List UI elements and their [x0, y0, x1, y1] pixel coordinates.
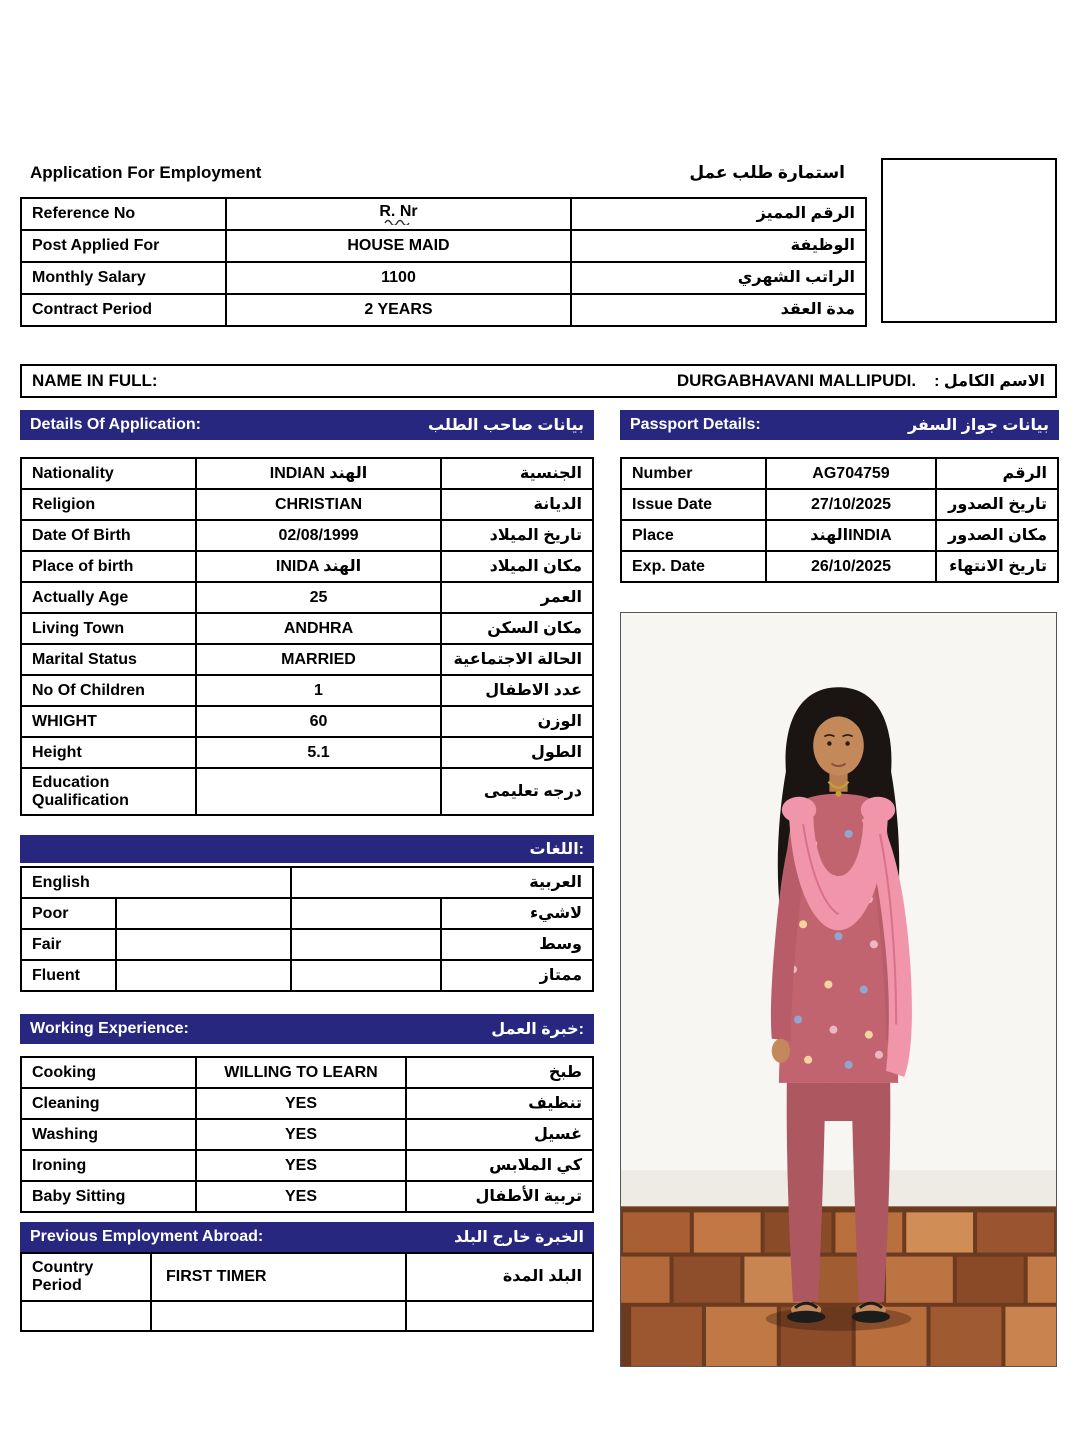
- row-label-arabic: كي الملابس: [407, 1151, 594, 1182]
- row-value: INDIAN الهند: [197, 459, 442, 490]
- table-row-religion: [22, 490, 594, 521]
- row-label: English: [22, 868, 292, 899]
- row-label-arabic: مكان الصدور: [937, 521, 1059, 552]
- row-label: Contract Period: [22, 295, 227, 327]
- row-label-arabic: الطول: [442, 738, 594, 769]
- table-row-washing: [22, 1120, 594, 1151]
- checkbox-cell: [117, 961, 292, 992]
- row-label: Living Town: [22, 614, 197, 645]
- row-label: Washing: [22, 1120, 197, 1151]
- right-column: [620, 410, 1059, 1367]
- row-label-arabic: تاريخ الانتهاء: [937, 552, 1059, 583]
- working-experience-table: [20, 1056, 594, 1213]
- row-value: YES: [197, 1120, 407, 1151]
- row-value: YES: [197, 1151, 407, 1182]
- row-label-arabic: البلد المدة: [407, 1254, 594, 1302]
- working-header-arabic: خبرة العمل:: [491, 1021, 584, 1038]
- row-label: Religion: [22, 490, 197, 521]
- working-header-en: Working Experience:: [30, 1020, 189, 1037]
- left-column: [20, 410, 594, 1332]
- row-label-arabic: لاشيء: [442, 899, 594, 930]
- empty-cell: [292, 930, 442, 961]
- row-value: 1100: [227, 263, 572, 295]
- table-row-post-applied: [22, 231, 867, 263]
- table-row-fluent: [22, 961, 594, 992]
- row-label-arabic: تاريخ الميلاد: [442, 521, 594, 552]
- passport-details-header: [620, 410, 1059, 440]
- table-row-passport-number: [622, 459, 1059, 490]
- table-row-cleaning: [22, 1089, 594, 1120]
- row-label: Actually Age: [22, 583, 197, 614]
- table-row-country-period: [22, 1254, 594, 1302]
- table-row-marital-status: [22, 645, 594, 676]
- row-value: AG704759: [767, 459, 937, 490]
- table-row-monthly-salary: [22, 263, 867, 295]
- handwritten-squiggle: [384, 219, 414, 225]
- languages-header-arabic: اللغات:: [529, 841, 584, 858]
- previous-employment-header: [20, 1222, 594, 1252]
- table-row-reference-no: [22, 199, 867, 231]
- name-in-full-right: [677, 371, 1045, 391]
- row-label: Place of birth: [22, 552, 197, 583]
- row-label-arabic: الوزن: [442, 707, 594, 738]
- row-value: 27/10/2025: [767, 490, 937, 521]
- previous-header-en: Previous Employment Abroad:: [30, 1228, 264, 1245]
- previous-employment-table: [20, 1252, 594, 1332]
- table-row-date-of-birth: [22, 521, 594, 552]
- row-label-arabic: الوظيفة: [572, 231, 867, 263]
- photo-placeholder-box: [881, 158, 1057, 323]
- details-table: [20, 457, 594, 816]
- row-label-arabic: العربية: [292, 868, 594, 899]
- applicant-photo: [620, 612, 1057, 1367]
- row-label: Cleaning: [22, 1089, 197, 1120]
- row-value: INIDA الهند: [197, 552, 442, 583]
- row-label-arabic: عدد الاطفال: [442, 676, 594, 707]
- empty-cell: [292, 961, 442, 992]
- row-label-arabic: غسيل: [407, 1120, 594, 1151]
- row-label: Place: [622, 521, 767, 552]
- empty-cell: [152, 1302, 407, 1332]
- previous-header-arabic: الخبرة خارج البلد: [454, 1229, 584, 1246]
- table-row-nationality: [22, 459, 594, 490]
- row-label-arabic: ممتاز: [442, 961, 594, 992]
- row-label: Exp. Date: [622, 552, 767, 583]
- table-row-baby-sitting: [22, 1182, 594, 1213]
- languages-header: [20, 835, 594, 863]
- row-label-arabic: طبخ: [407, 1058, 594, 1089]
- table-row-no-of-children: [22, 676, 594, 707]
- row-label: Fair: [22, 930, 117, 961]
- empty-cell: [292, 899, 442, 930]
- row-label-arabic: مكان الميلاد: [442, 552, 594, 583]
- row-value: ANDHRA: [197, 614, 442, 645]
- name-in-full-row: [20, 364, 1057, 398]
- table-row-poor: [22, 899, 594, 930]
- row-label: Date Of Birth: [22, 521, 197, 552]
- table-row-height: [22, 738, 594, 769]
- row-value: YES: [197, 1089, 407, 1120]
- row-label: Baby Sitting: [22, 1182, 197, 1213]
- row-label: No Of Children: [22, 676, 197, 707]
- row-label: Education Qualification: [22, 769, 197, 816]
- details-header-arabic: بيانات صاحب الطلب: [427, 417, 584, 434]
- row-label-arabic: مكان السكن: [442, 614, 594, 645]
- row-value: 26/10/2025: [767, 552, 937, 583]
- table-row-education-qualification: [22, 769, 594, 816]
- row-label-arabic: تنظيف: [407, 1089, 594, 1120]
- applicant-full-name: DURGABHAVANI MALLIPUDI.: [676, 371, 917, 390]
- row-value: [227, 199, 572, 231]
- row-label: Monthly Salary: [22, 263, 227, 295]
- table-row-issue-date: [622, 490, 1059, 521]
- row-value: 02/08/1999: [197, 521, 442, 552]
- form-title-en: Application For Employment: [30, 163, 262, 182]
- row-label: Cooking: [22, 1058, 197, 1089]
- name-in-full-label: NAME IN FULL:: [32, 371, 158, 390]
- application-summary-table: [20, 197, 867, 327]
- country-label: Country: [32, 1259, 94, 1277]
- row-label-arabic: الجنسية: [442, 459, 594, 490]
- row-label: Reference No: [22, 199, 227, 231]
- checkbox-cell: [117, 930, 292, 961]
- details-header-en: Details Of Application:: [30, 416, 201, 433]
- row-label-arabic: الحالة الاجتماعية: [442, 645, 594, 676]
- row-value: CHRISTIAN: [197, 490, 442, 521]
- row-value: 2 YEARS: [227, 295, 572, 327]
- row-value: 60: [197, 707, 442, 738]
- table-row-passport-place: [622, 521, 1059, 552]
- row-label: Fluent: [22, 961, 117, 992]
- table-row-ironing: [22, 1151, 594, 1182]
- passport-header-arabic: بيانات جواز السفر: [907, 417, 1049, 434]
- row-label-arabic: الرقم: [937, 459, 1059, 490]
- row-label: Issue Date: [622, 490, 767, 521]
- row-label: Height: [22, 738, 197, 769]
- form-header: [30, 163, 845, 183]
- row-value: YES: [197, 1182, 407, 1213]
- table-row-place-of-birth: [22, 552, 594, 583]
- row-label: Number: [622, 459, 767, 490]
- name-in-full-label-arabic: : الاسم الكامل: [934, 373, 1045, 390]
- row-value: 1: [197, 676, 442, 707]
- row-label-arabic: الراتب الشهري: [572, 263, 867, 295]
- row-label-arabic: مدة العقد: [572, 295, 867, 327]
- passport-header-en: Passport Details:: [630, 416, 761, 433]
- empty-cell: [22, 1302, 152, 1332]
- row-label-arabic: الرقم المميز: [572, 199, 867, 231]
- row-value: HOUSE MAID: [227, 231, 572, 263]
- row-label: Post Applied For: [22, 231, 227, 263]
- row-label: Marital Status: [22, 645, 197, 676]
- table-row-empty: [22, 1302, 594, 1332]
- working-experience-header: [20, 1014, 594, 1044]
- row-label-arabic: وسط: [442, 930, 594, 961]
- table-row-actually-age: [22, 583, 594, 614]
- row-label-arabic: تاريخ الصدور: [937, 490, 1059, 521]
- checkbox-cell: [117, 899, 292, 930]
- row-value: [197, 769, 442, 816]
- row-label-arabic: الديانة: [442, 490, 594, 521]
- passport-table: [620, 457, 1059, 583]
- row-label: Poor: [22, 899, 117, 930]
- row-value: WILLING TO LEARN: [197, 1058, 407, 1089]
- applicant-photo-illustration: [621, 613, 1056, 1366]
- row-label: WHIGHT: [22, 707, 197, 738]
- row-value: الهندINDIA: [767, 521, 937, 552]
- empty-cell: [407, 1302, 594, 1332]
- row-label-arabic: تربية الأطفال: [407, 1182, 594, 1213]
- row-value: 5.1: [197, 738, 442, 769]
- row-label-arabic: العمر: [442, 583, 594, 614]
- row-value: FIRST TIMER: [152, 1254, 407, 1302]
- row-label: Nationality: [22, 459, 197, 490]
- table-row-living-town: [22, 614, 594, 645]
- table-row-english: [22, 868, 594, 899]
- table-row-weight: [22, 707, 594, 738]
- reference-no-value: R. Nr: [379, 202, 418, 220]
- row-label: [22, 1254, 152, 1302]
- period-label: Period: [32, 1277, 82, 1294]
- row-value: MARRIED: [197, 645, 442, 676]
- row-label-arabic: درجه تعليمى: [442, 769, 594, 816]
- form-title-arabic: استمارة طلب عمل: [689, 163, 845, 182]
- row-value: 25: [197, 583, 442, 614]
- table-row-exp-date: [622, 552, 1059, 583]
- table-row-cooking: [22, 1058, 594, 1089]
- details-of-application-header: [20, 410, 594, 440]
- table-row-fair: [22, 930, 594, 961]
- table-row-contract-period: [22, 295, 867, 327]
- languages-table: [20, 866, 594, 992]
- row-label: Ironing: [22, 1151, 197, 1182]
